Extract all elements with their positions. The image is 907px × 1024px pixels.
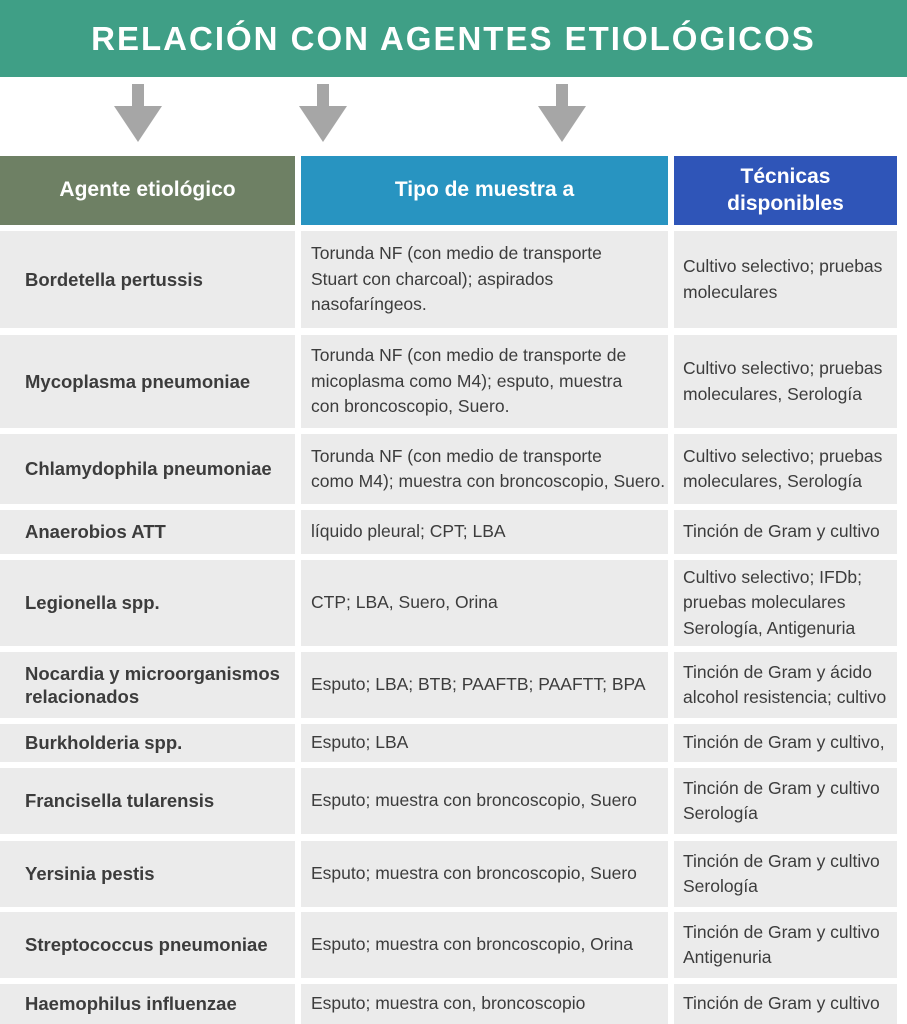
techniques-cell-text: Serología	[683, 803, 758, 823]
agent-cell	[0, 560, 295, 646]
techniques-cell	[674, 912, 897, 978]
techniques-cell-text: moleculares, Serología	[683, 471, 862, 491]
techniques-cell-text: Tinción de Gram y cultivo	[683, 850, 880, 871]
techniques-cell-text: moleculares	[683, 281, 778, 302]
techniques-cell-text: Antigenuria	[683, 947, 772, 967]
sample-cell	[301, 434, 668, 504]
sample-cell	[301, 652, 668, 718]
header-techniques	[674, 156, 897, 225]
techniques-cell-text: pruebas moleculares	[683, 592, 846, 613]
techniques-cell-text: Cultivo selectivo; pruebas	[683, 358, 883, 379]
agent-cell	[0, 724, 295, 762]
techniques-cell-text: Cultivo selectivo; IFDb;	[683, 566, 862, 587]
techniques-cell	[674, 652, 897, 718]
agent-cell-text: Streptococcus pneumoniae	[25, 934, 268, 956]
techniques-cell-text: Serología	[683, 876, 758, 896]
sample-cell-text: Torunda NF (con medio de transporte	[311, 445, 602, 466]
agent-cell	[0, 841, 295, 907]
agent-cell	[0, 768, 295, 834]
sample-cell-text: Esputo; muestra con broncoscopio, Suero	[311, 790, 637, 811]
arrow-down-icon	[299, 84, 347, 144]
techniques-cell	[674, 510, 897, 554]
sample-cell-text: Esputo; LBA; BTB; PAAFTB; PAAFTT; BPA	[311, 674, 646, 695]
techniques-cell-text: Cultivo selectivo; pruebas	[683, 445, 883, 466]
arrow-down-icon	[114, 84, 162, 144]
techniques-cell	[674, 841, 897, 907]
sample-cell-text: Torunda NF (con medio de transporte de	[311, 345, 627, 366]
header-agent	[0, 156, 295, 225]
sample-cell-text: CTP; LBA, Suero, Orina	[311, 592, 498, 613]
techniques-cell-text: Serología, Antigenuria	[683, 617, 856, 638]
sample-cell	[301, 841, 668, 907]
agent-cell	[0, 231, 295, 328]
sample-cell-text: Esputo; muestra con, broncoscopio	[311, 993, 586, 1014]
agent-cell-text: Mycoplasma pneumoniae	[25, 370, 251, 392]
agent-cell	[0, 510, 295, 554]
sample-cell-text: Stuart con charcoal); aspirados	[311, 268, 554, 289]
sample-cell	[301, 231, 668, 328]
sample-cell-text: líquido pleural; CPT; LBA	[311, 521, 506, 542]
sample-cell-text: Esputo; LBA	[311, 732, 409, 753]
sample-cell	[301, 335, 668, 428]
agent-cell-text: Bordetella pertussis	[25, 268, 203, 290]
techniques-cell	[674, 231, 897, 328]
sample-cell-text: micoplasma como M4); esputo, muestra	[311, 370, 623, 391]
agent-cell	[0, 912, 295, 978]
agent-cell-text: Anaerobios ATT	[25, 521, 166, 543]
arrow-down-icon	[538, 84, 586, 144]
techniques-cell-text: Tinción de Gram y cultivo	[683, 993, 880, 1014]
techniques-cell	[674, 335, 897, 428]
techniques-cell	[674, 768, 897, 834]
header-techniques-label-line1: Técnicas	[740, 165, 831, 189]
techniques-cell-text: Tinción de Gram y ácido	[683, 661, 873, 682]
sample-cell-text: Esputo; muestra con broncoscopio, Orina	[311, 934, 633, 955]
sample-cell-text: con broncoscopio, Suero.	[311, 396, 510, 417]
agent-cell-text: Yersinia pestis	[25, 863, 155, 885]
header-sample	[301, 156, 668, 225]
agent-cell	[0, 652, 295, 718]
agent-cell-text: Francisella tularensis	[25, 790, 215, 812]
techniques-cell	[674, 724, 897, 762]
techniques-cell-text: Tinción de Gram y cultivo	[683, 777, 880, 798]
header-sample-label: Tipo de muestra a	[394, 178, 575, 202]
agent-cell-text: Burkholderia spp.	[25, 732, 183, 754]
techniques-cell-text: alcohol resistencia; cultivo	[683, 687, 887, 707]
techniques-cell-text: Tinción de Gram y cultivo,	[683, 732, 885, 753]
sample-cell	[301, 560, 668, 646]
agent-cell-text: Chlamydophila pneumoniae	[25, 458, 272, 480]
sample-cell	[301, 984, 668, 1024]
agent-cell-text: Legionella spp.	[25, 592, 160, 614]
sample-cell	[301, 510, 668, 554]
techniques-cell-text: Cultivo selectivo; pruebas	[683, 256, 883, 277]
sample-cell	[301, 768, 668, 834]
agent-cell-text: Nocardia y microorganismos	[25, 662, 280, 684]
techniques-cell	[674, 434, 897, 504]
techniques-cell	[674, 984, 897, 1024]
sample-cell-text: Esputo; muestra con broncoscopio, Suero	[311, 863, 637, 884]
sample-cell	[301, 912, 668, 978]
title-banner	[0, 0, 907, 77]
agent-cell-text: Haemophilus influenzae	[25, 993, 237, 1015]
sample-cell	[301, 724, 668, 762]
sample-cell-text: Torunda NF (con medio de transporte	[311, 243, 602, 264]
header-techniques-label-line2: disponibles	[727, 191, 844, 215]
agent-cell	[0, 984, 295, 1024]
header-agent-label: Agente etiológico	[59, 178, 236, 202]
techniques-cell-text: moleculares, Serología	[683, 383, 862, 404]
techniques-cell	[674, 560, 897, 646]
agent-cell	[0, 335, 295, 428]
techniques-cell-text: Tinción de Gram y cultivo	[683, 921, 880, 942]
page-title: RELACIÓN CON AGENTES ETIOLÓGICOS	[91, 19, 816, 57]
agent-cell-text: relacionados	[25, 686, 140, 707]
sample-cell-text: como M4); muestra con broncoscopio, Suero.	[311, 471, 666, 491]
sample-cell-text: nasofaríngeos.	[311, 294, 427, 315]
agent-cell	[0, 434, 295, 504]
techniques-cell-text: Tinción de Gram y cultivo	[683, 521, 880, 542]
